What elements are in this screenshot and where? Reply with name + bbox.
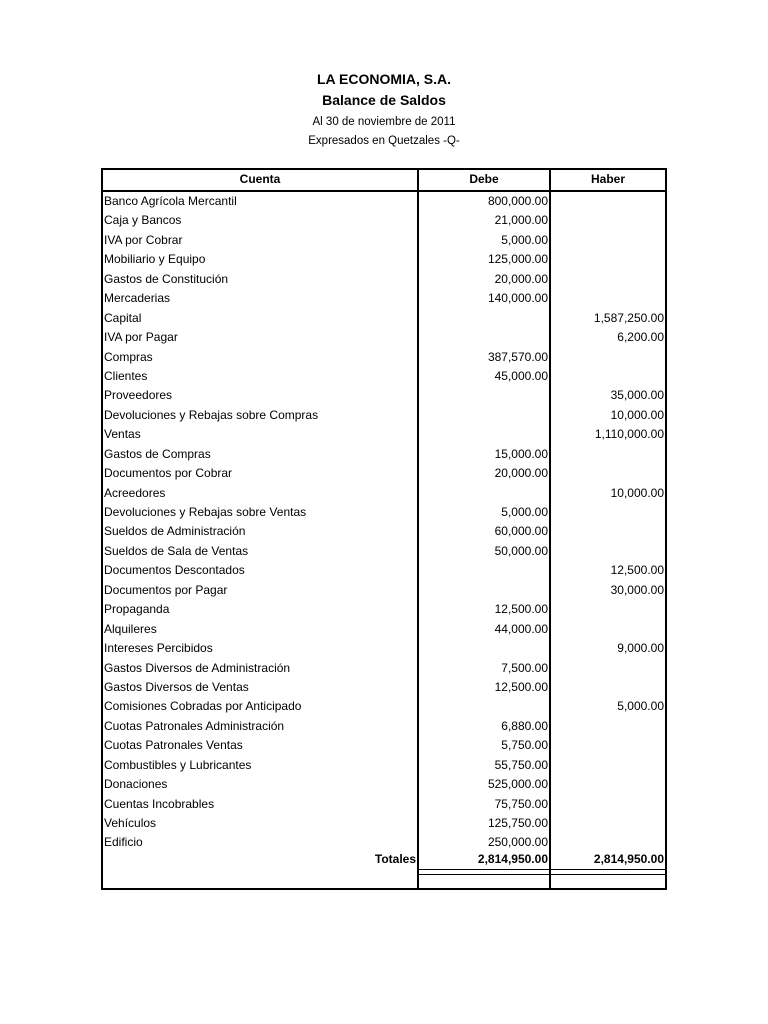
account-name: Intereses Percibidos <box>104 641 213 656</box>
table-row <box>103 309 665 328</box>
account-name: Banco Agrícola Mercantil <box>104 194 237 208</box>
totals-row <box>103 849 665 869</box>
column-header-debe: Debe <box>469 172 499 186</box>
debe-amount: 15,000.00 <box>494 446 548 461</box>
table-row <box>103 756 665 775</box>
account-name: Documentos por Pagar <box>104 582 228 597</box>
trial-balance-table <box>101 168 667 890</box>
haber-amount: 30,000.00 <box>610 582 664 597</box>
debe-amount: 387,570.00 <box>487 349 548 364</box>
debe-amount: 250,000.00 <box>487 835 548 850</box>
debe-amount: 50,000.00 <box>494 543 548 558</box>
debe-amount: 125,000.00 <box>487 252 548 267</box>
table-row <box>103 503 665 522</box>
table-row <box>103 678 665 697</box>
account-name: Compras <box>104 349 153 364</box>
totals-debe: 2,814,950.00 <box>477 852 548 866</box>
haber-amount: 9,000.00 <box>617 641 664 656</box>
account-name: Cuentas Incobrables <box>104 796 215 811</box>
account-name: IVA por Pagar <box>104 330 178 345</box>
account-name: Propaganda <box>104 602 170 617</box>
account-name: Comisiones Cobradas por Anticipado <box>104 699 302 714</box>
table-row <box>103 522 665 541</box>
account-name: Gastos Diversos de Ventas <box>104 679 249 694</box>
table-row <box>103 697 665 716</box>
table-row <box>103 464 665 483</box>
haber-amount: 10,000.00 <box>610 485 664 500</box>
totals-label: Totales <box>374 852 416 866</box>
account-name: Acreedores <box>104 485 166 500</box>
table-row <box>103 445 665 464</box>
haber-amount: 10,000.00 <box>610 407 664 422</box>
report-date: Al 30 de noviembre de 2011 <box>312 116 456 128</box>
table-row <box>103 659 665 678</box>
debe-amount: 55,750.00 <box>494 757 548 772</box>
account-name: Sueldos de Administración <box>104 524 246 539</box>
table-row <box>103 561 665 580</box>
table-row <box>103 639 665 658</box>
haber-amount: 1,110,000.00 <box>594 427 664 442</box>
debe-amount: 7,500.00 <box>501 660 548 675</box>
account-name: Combustibles y Lubricantes <box>104 757 252 772</box>
debe-amount: 12,500.00 <box>494 602 548 617</box>
table-row <box>103 386 665 405</box>
account-name: Cuotas Patronales Ventas <box>104 738 243 753</box>
haber-amount: 5,000.00 <box>617 699 664 714</box>
double-underline <box>419 869 549 875</box>
account-name: Devoluciones y Rebajas sobre Ventas <box>104 505 307 519</box>
table-row <box>103 620 665 639</box>
account-name: Ventas <box>104 427 141 442</box>
table-row <box>103 367 665 386</box>
debe-amount: 75,750.00 <box>494 796 548 811</box>
debe-amount: 21,000.00 <box>494 213 548 228</box>
table-row <box>103 581 665 600</box>
debe-amount: 20,000.00 <box>494 271 548 286</box>
table-body <box>103 192 665 853</box>
account-name: Vehículos <box>104 816 157 830</box>
debe-amount: 5,750.00 <box>501 738 548 753</box>
account-name: Gastos de Constitución <box>104 271 229 286</box>
debe-amount: 800,000.00 <box>487 194 548 208</box>
table-row <box>103 600 665 619</box>
table-row <box>103 795 665 814</box>
table-row <box>103 192 665 211</box>
account-name: Sueldos de Sala de Ventas <box>104 543 249 558</box>
account-name: Alquileres <box>104 621 157 636</box>
haber-amount: 1,587,250.00 <box>593 310 664 325</box>
totals-haber: 2,814,950.00 <box>593 852 664 866</box>
debe-amount: 6,880.00 <box>501 718 548 733</box>
column-header-cuenta: Cuenta <box>239 172 281 186</box>
account-name: Caja y Bancos <box>104 213 182 228</box>
account-name: Edificio <box>104 835 143 850</box>
account-name: Documentos por Cobrar <box>104 466 233 481</box>
account-name: Documentos Descontados <box>104 563 245 578</box>
double-underline <box>551 869 665 875</box>
table-row <box>103 484 665 503</box>
debe-amount: 140,000.00 <box>487 291 548 306</box>
account-name: Proveedores <box>104 388 173 403</box>
debe-amount: 525,000.00 <box>487 777 548 792</box>
haber-amount: 35,000.00 <box>610 388 664 403</box>
table-row <box>103 406 665 425</box>
table-row <box>103 814 665 833</box>
debe-amount: 5,000.00 <box>501 505 548 519</box>
table-header <box>103 170 665 192</box>
table-row <box>103 250 665 269</box>
debe-amount: 60,000.00 <box>494 524 548 539</box>
account-name: Clientes <box>104 368 148 383</box>
account-name: Donaciones <box>104 777 168 792</box>
debe-amount: 45,000.00 <box>494 368 548 383</box>
account-name: Devoluciones y Rebajas sobre Compras <box>104 407 319 422</box>
account-name: IVA por Cobrar <box>104 232 183 247</box>
account-name: Gastos Diversos de Administración <box>104 660 291 675</box>
table-row <box>103 211 665 230</box>
company-name: LA ECONOMIA, S.A. <box>316 71 452 87</box>
account-name: Capital <box>104 310 142 325</box>
account-name: Mobiliario y Equipo <box>104 252 206 267</box>
table-row <box>103 736 665 755</box>
table-row <box>103 775 665 794</box>
currency-note: Expresados en Quetzales -Q- <box>308 135 460 147</box>
debe-amount: 20,000.00 <box>494 466 548 481</box>
table-row <box>103 289 665 308</box>
table-row <box>103 425 665 444</box>
account-name: Mercaderias <box>104 291 171 306</box>
haber-amount: 6,200.00 <box>617 330 664 345</box>
report-title: Balance de Saldos <box>322 92 446 108</box>
table-row <box>103 270 665 289</box>
debe-amount: 5,000.00 <box>501 232 548 247</box>
account-name: Gastos de Compras <box>104 446 211 461</box>
table-row <box>103 348 665 367</box>
table-row <box>103 717 665 736</box>
debe-amount: 125,750.00 <box>487 816 548 830</box>
table-row <box>103 542 665 561</box>
account-name: Cuotas Patronales Administración <box>104 718 285 733</box>
debe-amount: 44,000.00 <box>494 621 548 636</box>
haber-amount: 12,500.00 <box>610 563 664 578</box>
table-row <box>103 328 665 347</box>
debe-amount: 12,500.00 <box>494 679 548 694</box>
column-header-haber: Haber <box>590 172 625 186</box>
table-row <box>103 231 665 250</box>
